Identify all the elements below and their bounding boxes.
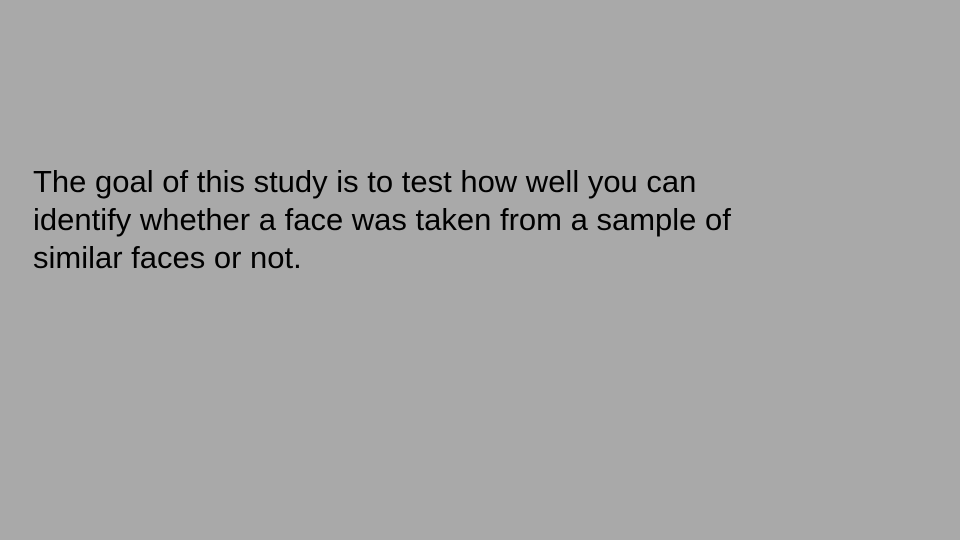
- instruction-text: The goal of this study is to test how well you can identify whether a face was taken from a sample of similar faces or not.: [33, 164, 731, 275]
